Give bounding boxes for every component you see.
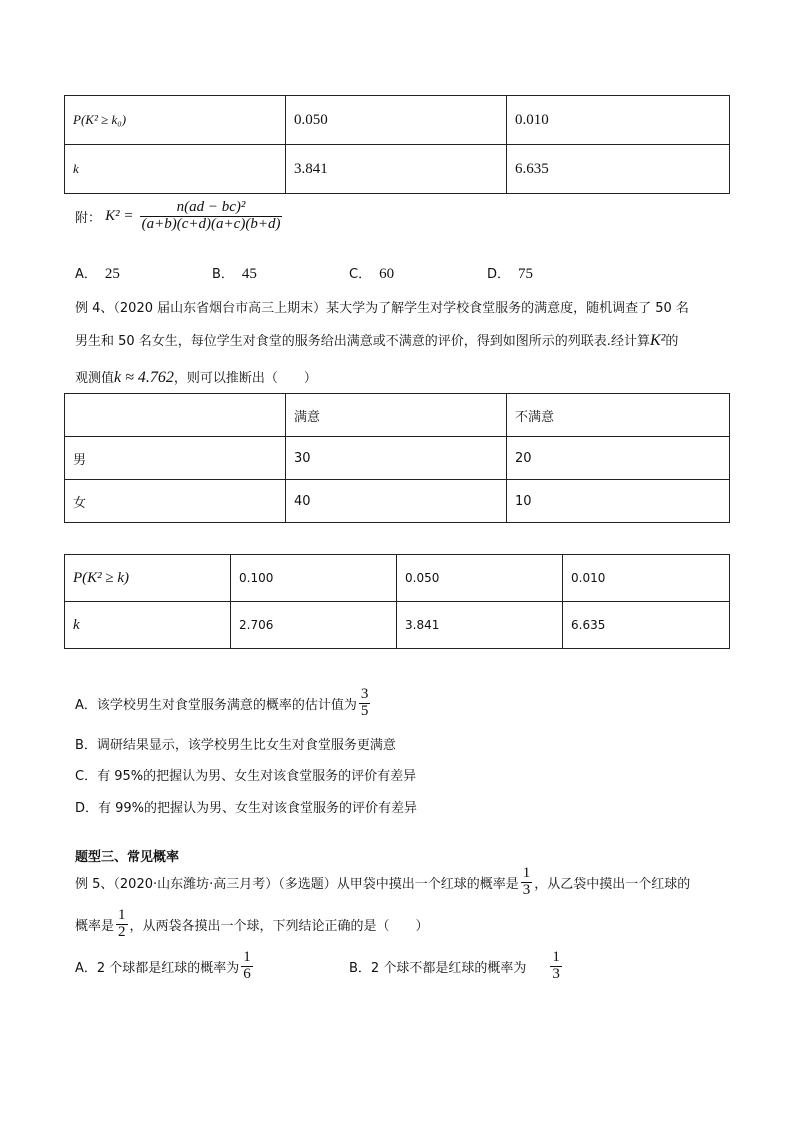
formula-denominator: (a+b)(c+d)(a+c)(b+d): [141, 215, 281, 232]
example5-line1: 例 5、（2020·山东潍坊·高三月考）（多选题）从甲袋中摸出一个红球的概率是 $\frac{1}{3}$ ，从乙袋中摸出一个红球的: [75, 865, 691, 898]
table3-cell: 0.050: [397, 555, 563, 602]
example5-line2: 概率是 $\frac{1}{2}$ ，从两袋各摸出一个球，下列结论正确的是（ ）: [75, 907, 429, 940]
table3-cell: 0.100: [231, 555, 397, 602]
contingency-cell: 30: [286, 437, 507, 480]
q4-option-a: A．该学校男生对食堂服务满意的概率的估计值为 $\frac{3}{5}$: [75, 686, 369, 719]
table1-cell: 0.050: [286, 96, 507, 145]
q4-option-d: D．有 99%的把握认为男、女生对该食堂服务的评价有差异: [75, 801, 418, 816]
table3-cell: 2.706: [231, 602, 397, 649]
option-d: D． 75: [487, 266, 534, 282]
contingency-cell: 40: [286, 480, 507, 523]
table1-cell: 0.010: [507, 96, 730, 145]
formula-fraction: [140, 200, 283, 233]
table3-cell: 6.635: [563, 602, 730, 649]
critical-value-table-2: [64, 554, 730, 649]
contingency-header-cell: 不满意: [507, 394, 730, 437]
option-c: C． 60: [349, 266, 395, 282]
contingency-cell: 20: [507, 437, 730, 480]
appendix-label: 附：: [75, 210, 102, 226]
table3-cell: 0.010: [563, 555, 730, 602]
table1-cell: 6.635: [507, 145, 730, 194]
appendix-formula: [75, 200, 284, 233]
formula-numerator: n(ad − bc)²: [140, 200, 283, 217]
table3-k-label: k: [65, 602, 231, 649]
example4-line2: 男生和 50 名女生，每位学生对食堂的服务给出满意或不满意的评价，得到如图所示的列联表.经计算K²的: [75, 332, 679, 349]
contingency-table: [64, 393, 730, 523]
option-b: B． 45: [212, 266, 257, 282]
table1-cell: 3.841: [286, 145, 507, 194]
q5-option-b: B．2 个球不都是红球的概率为 $\frac{1}{3}$: [349, 949, 560, 982]
example4-line1: 例 4、（2020 届山东省烟台市高三上期末）某大学为了解学生对学校食堂服务的满意度，随机调查了 50 名: [75, 301, 689, 316]
contingency-row-label: 女: [65, 480, 286, 523]
critical-value-table-1: [64, 95, 730, 194]
option-a: A． 25: [75, 266, 120, 282]
formula-lhs: K² =: [105, 207, 134, 224]
contingency-header-cell: 满意: [286, 394, 507, 437]
contingency-header-cell: [65, 394, 286, 437]
section-title: 题型三、常见概率: [75, 850, 180, 865]
contingency-cell: 10: [507, 480, 730, 523]
table1-k-label: k: [65, 145, 286, 194]
table1-prob-label: P(K² ≥ k₀): [65, 96, 286, 145]
contingency-row-label: 男: [65, 437, 286, 480]
table3-prob-label: P(K² ≥ k): [65, 555, 231, 602]
q5-option-a: A．2 个球都是红球的概率为 $\frac{1}{6}$: [75, 949, 251, 982]
example4-line3: 观测值k ≈ 4.762，则可以推断出（ ）: [75, 369, 317, 386]
q4-option-b: B．调研结果显示，该学校男生比女生对食堂服务更满意: [75, 738, 396, 753]
q4-option-c: C．有 95%的把握认为男、女生对该食堂服务的评价有差异: [75, 769, 417, 784]
table3-cell: 3.841: [397, 602, 563, 649]
